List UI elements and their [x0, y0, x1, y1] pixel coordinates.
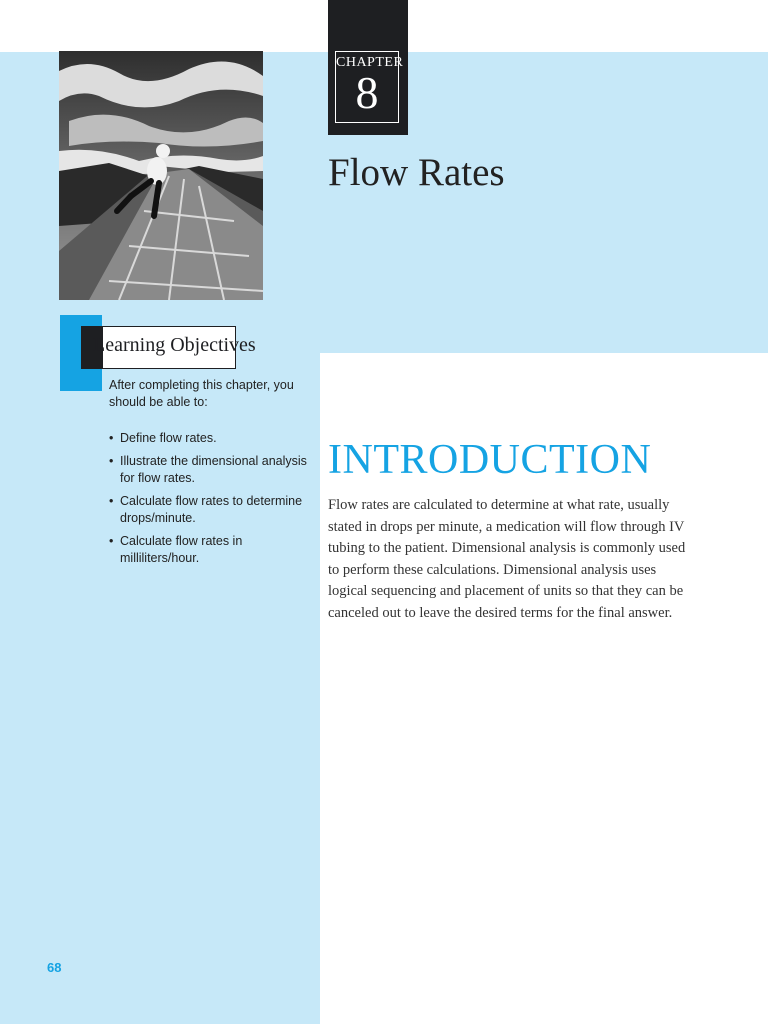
objectives-heading-rest: earning Objectives [105, 334, 256, 356]
objective-item: • Illustrate the dimensional analysis for flow rates. [109, 454, 307, 485]
chapter-illustration [59, 51, 263, 300]
objective-item: • Calculate flow rates in milliliters/hour. [109, 534, 243, 565]
page-number: 68 [47, 960, 62, 975]
chapter-number: 8 [355, 67, 379, 118]
objective-item: • Define flow rates. [109, 431, 217, 445]
objectives-intro: After completing this chapter, you should be able to: [109, 378, 294, 409]
objective-item: • Calculate flow rates to determine drops/minute. [109, 494, 303, 525]
objectives-heading [93, 334, 256, 357]
introduction-heading: INTRODUCTION [328, 437, 652, 483]
chapter-label: CHAPTER [336, 55, 404, 70]
chapter-badge [335, 51, 404, 123]
objectives-heading-initial: L [93, 334, 106, 356]
introduction-body: Flow rates are calculated to determine at what rate, usually stated in drops per minute, a medication will flow through IV tubing to the patient. Dimensional analysis is commonly used to perform these calculations. Dimensional analysis uses logical sequencing and placement of units so that they can be canceled out to leave the desired terms for the final answer. [328, 497, 686, 621]
objectives-list [109, 430, 309, 573]
chapter-title: Flow Rates [328, 151, 505, 194]
